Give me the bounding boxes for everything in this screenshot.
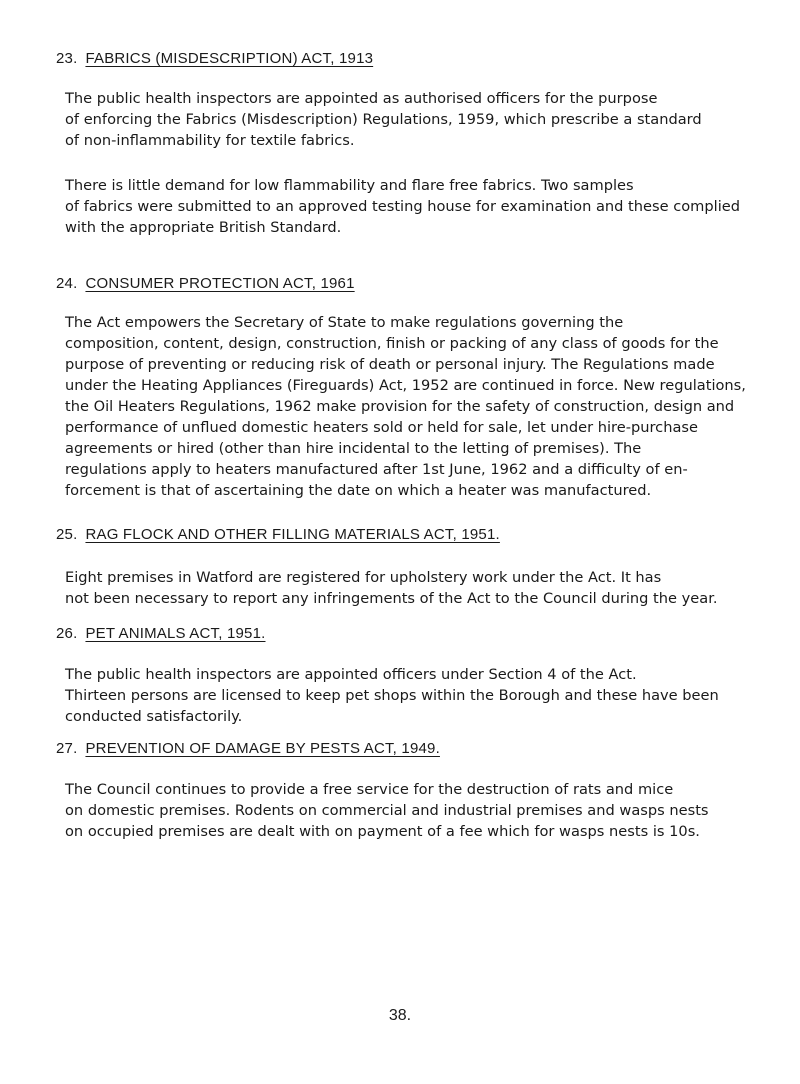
- section-heading-26: [56, 625, 266, 642]
- section-title: CONSUMER PROTECTION ACT, 1961: [85, 275, 355, 292]
- section-number: 25.: [56, 526, 78, 543]
- section-heading-23: [56, 50, 373, 67]
- section-heading-24: [56, 275, 355, 292]
- section-number: 27.: [56, 740, 78, 757]
- section-paragraph: The public health inspectors are appointed officers under Section 4 of the Act. Thirteen persons are licensed to keep pet shops within the Borough and these have been conducted satisfactorily.: [65, 666, 719, 725]
- section-paragraph: Eight premises in Watford are registered for upholstery work under the Act. It has not been necessary to report any infringements of the Act to the Council during the year.: [65, 569, 718, 607]
- section-paragraph: The Act empowers the Secretary of State to make regulations governing the composition, content, design, construction, finish or packing of any class of goods for the purpose of preventing or reducing risk of death or personal injury. The Regulations made under the Heating Appliances (Fireguards) Act, 1952 are continued in force. New regulations, the Oil Heaters Regulations, 1962 make provision for the safety of construction, design and performance of unflued domestic heaters sold or held for sale, let under hire-purchase agreements or hired (other than hire incidental to the letting of premises). The regulations apply to heaters manufactured after 1st June, 1962 and a difficulty of en- forcement is that of ascertaining the date on which a heater was manufactured.: [65, 314, 746, 499]
- section-heading-27: [56, 740, 440, 757]
- section-title: PET ANIMALS ACT, 1951.: [85, 625, 266, 642]
- section-heading-25: [56, 526, 500, 543]
- section-title: FABRICS (MISDESCRIPTION) ACT, 1913: [85, 50, 374, 67]
- page-number: 38.: [388, 1007, 412, 1024]
- section-paragraph: The Council continues to provide a free service for the destruction of rats and mice on domestic premises. Rodents on commercial and industrial premises and wasps nests on occupied premises are dealt with on payment of a fee which for wasps nests is 10s.: [65, 781, 709, 840]
- section-number: 23.: [56, 50, 78, 67]
- section-title: PREVENTION OF DAMAGE BY PESTS ACT, 1949.: [85, 740, 440, 757]
- section-paragraph: The public health inspectors are appointed as authorised officers for the purpose of enforcing the Fabrics (Misdescription) Regulations, 1959, which prescribe a standard of non-inflammability for textile fabrics.: [65, 90, 702, 149]
- section-title: RAG FLOCK AND OTHER FILLING MATERIALS ACT, 1951.: [85, 526, 500, 543]
- section-paragraph: There is little demand for low flammability and flare free fabrics. Two samples of fabrics were submitted to an approved testing house for examination and these complied with the appropriate British Standard.: [65, 177, 741, 236]
- section-number: 26.: [56, 625, 78, 642]
- section-number: 24.: [56, 275, 78, 292]
